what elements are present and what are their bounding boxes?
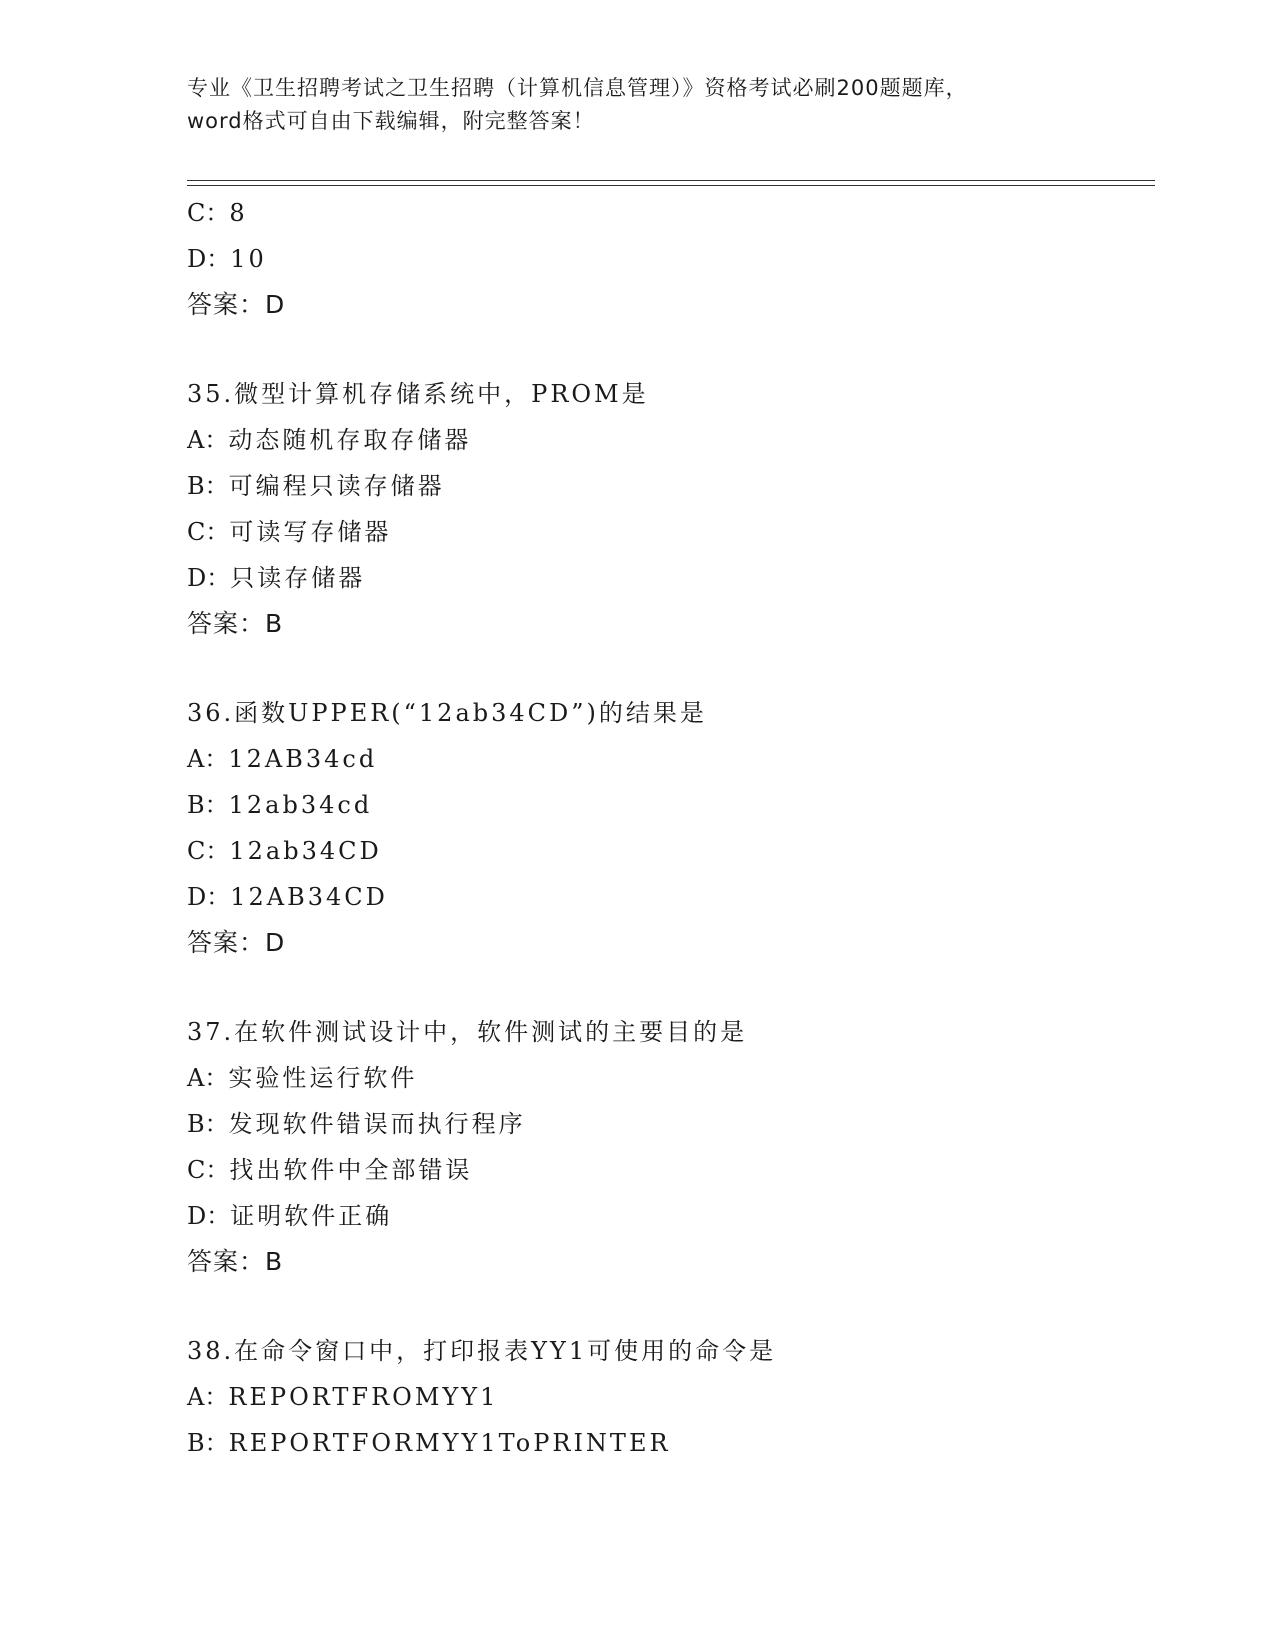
option-text: 12AB34cd (228, 745, 378, 773)
option-text: 12ab34cd (228, 791, 373, 819)
question-list (187, 190, 1147, 1466)
option-text: 可读写存储器 (229, 518, 392, 546)
option-b (187, 782, 1147, 828)
question-37 (187, 1009, 1147, 1285)
answer-line: 答案：D (187, 290, 286, 319)
option-a (187, 736, 1147, 782)
option-c (187, 190, 1147, 236)
document-header (187, 72, 1087, 138)
option-d (187, 555, 1147, 601)
question-continued (187, 190, 1147, 328)
option-label: B： (187, 472, 229, 500)
answer-line: 答案：D (187, 928, 286, 957)
option-label: A： (187, 745, 229, 773)
option-c (187, 1147, 1147, 1193)
option-text: 发现软件错误而执行程序 (228, 1110, 526, 1138)
option-label: D： (187, 564, 231, 592)
header-line-2: word格式可自由下载编辑，附完整答案！ (187, 109, 595, 133)
answer-line: 答案：B (187, 1247, 284, 1276)
option-label: D： (187, 883, 231, 911)
question-title: 35.微型计算机存储系统中，PROM是 (187, 380, 649, 408)
option-d (187, 1193, 1147, 1239)
question-35 (187, 371, 1147, 647)
option-c (187, 509, 1147, 555)
option-text: 实验性运行软件 (228, 1064, 418, 1092)
option-text: 12ab34CD (229, 837, 382, 865)
header-divider-bottom (187, 185, 1155, 186)
option-b (187, 1101, 1147, 1147)
option-c (187, 828, 1147, 874)
option-text: REPORTFORMYY1ToPRINTER (228, 1429, 671, 1457)
option-text: 10 (230, 245, 267, 273)
option-text: 8 (229, 199, 248, 227)
option-text: REPORTFROMYY1 (228, 1383, 499, 1411)
option-label: C： (187, 199, 230, 227)
option-d (187, 236, 1147, 282)
option-d (187, 874, 1147, 920)
header-divider-top (187, 180, 1155, 181)
option-label: B： (187, 791, 229, 819)
option-text: 可编程只读存储器 (228, 472, 445, 500)
question-title: 36.函数UPPER(“12ab34CD”)的结果是 (187, 699, 707, 727)
option-text: 只读存储器 (230, 564, 366, 592)
option-a (187, 1055, 1147, 1101)
question-title: 37.在软件测试设计中，软件测试的主要目的是 (187, 1018, 748, 1046)
option-label: D： (187, 245, 231, 273)
question-38 (187, 1328, 1147, 1466)
option-text: 12AB34CD (230, 883, 388, 911)
option-b (187, 1420, 1147, 1466)
option-text: 证明软件正确 (230, 1202, 393, 1230)
header-line-1: 专业《卫生招聘考试之卫生招聘（计算机信息管理）》资格考试必刷200题题库， (187, 76, 968, 100)
option-label: C： (187, 837, 230, 865)
option-a (187, 417, 1147, 463)
option-text: 找出软件中全部错误 (229, 1156, 473, 1184)
question-title: 38.在命令窗口中，打印报表YY1可使用的命令是 (187, 1337, 777, 1365)
question-36 (187, 690, 1147, 966)
option-label: C： (187, 518, 230, 546)
option-b (187, 463, 1147, 509)
option-label: C： (187, 1156, 230, 1184)
option-label: A： (187, 1064, 229, 1092)
option-label: B： (187, 1429, 229, 1457)
option-label: A： (187, 1383, 229, 1411)
answer-line: 答案：B (187, 609, 284, 638)
option-label: B： (187, 1110, 229, 1138)
option-label: D： (187, 1202, 231, 1230)
option-a (187, 1374, 1147, 1420)
option-text: 动态随机存取存储器 (228, 426, 472, 454)
option-label: A： (187, 426, 229, 454)
